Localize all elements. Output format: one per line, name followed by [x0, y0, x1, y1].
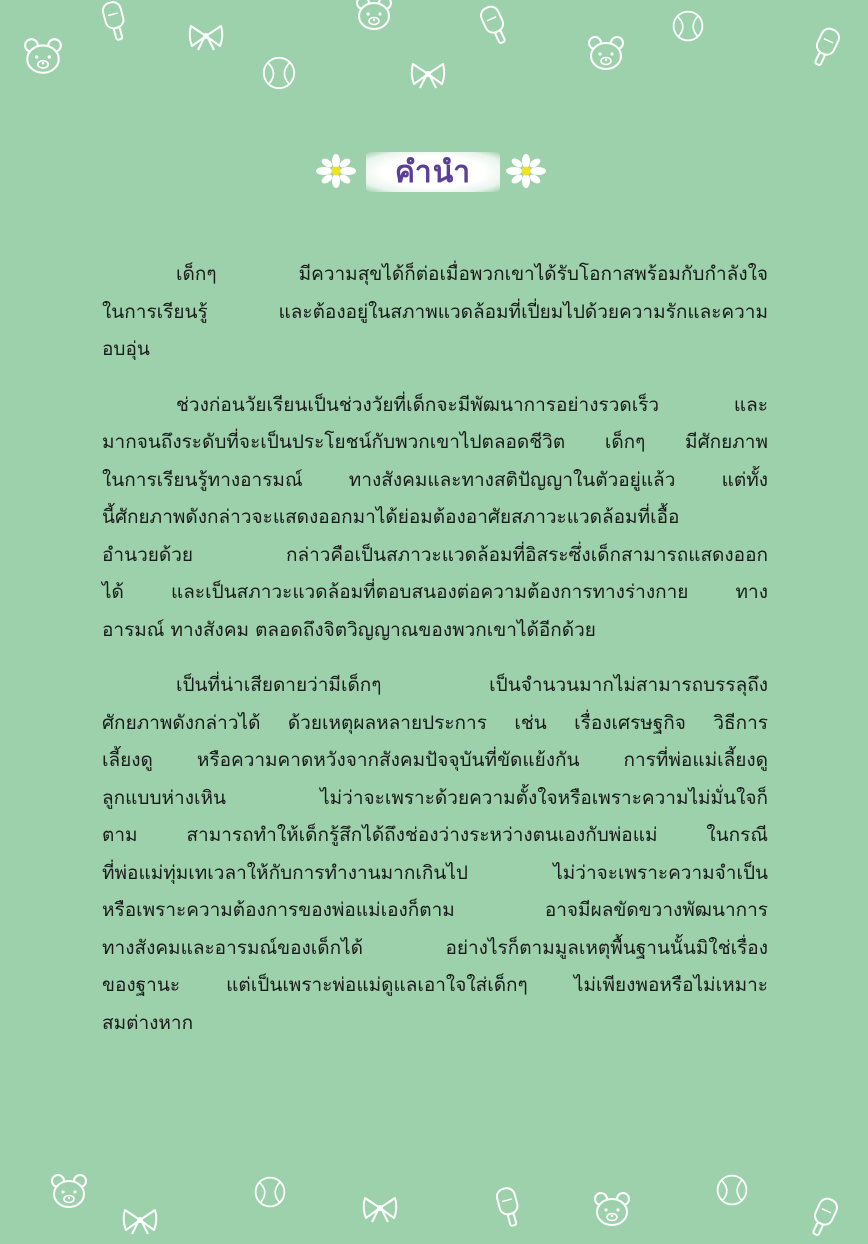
text-line: ลูกแบบห่างเหิน ไม่ว่าจะเพราะด้วยความตั้งใจหรือเพราะความไม่มั่นใจก็	[102, 786, 768, 809]
bow-icon	[360, 1194, 400, 1224]
text-line: ในการเรียนรู้ทางอารมณ์ ทางสังคมและทางสติปัญญาในตัวอยู่แล้ว แต่ทั้ง	[102, 468, 768, 491]
bow-icon	[408, 60, 448, 90]
text-line: ในการเรียนรู้ และต้องอยู่ในสภาพแวดล้อมที่เปี่ยมไปด้วยความรักและความ	[102, 300, 768, 323]
tennis-ball-icon	[714, 1172, 750, 1208]
popsicle-icon	[802, 22, 848, 75]
text-line: สมต่างหาก	[102, 1011, 194, 1034]
paragraph	[102, 256, 768, 369]
text-line: ตาม สามารถทำให้เด็กรู้สึกได้ถึงช่องว่างระหว่างตนเองกับพ่อแม่ ในกรณี	[102, 824, 768, 846]
bow-icon	[186, 22, 226, 52]
text-line: อำนวยด้วย กล่าวคือเป็นสภาวะแวดล้อมที่อิสระซึ่งเด็กสามารถแสดงออก	[102, 543, 768, 566]
paragraph	[102, 387, 768, 650]
title-block	[314, 148, 550, 196]
tennis-ball-icon	[252, 1174, 288, 1210]
daisy-icon	[314, 154, 358, 192]
paragraph	[102, 667, 768, 1042]
popsicle-icon	[489, 1183, 529, 1233]
text-line: ช่วงก่อนวัยเรียนเป็นช่วงวัยที่เด็กจะมีพัฒนาการอย่างรวดเร็ว และ	[176, 393, 768, 416]
page-title: คำนำ	[394, 154, 472, 190]
bear-face-icon	[22, 36, 64, 78]
text-line: หรือเพราะความต้องการของพ่อแม่เองก็ตาม อาจมีผลขัดขวางพัฒนาการ	[102, 899, 768, 921]
text-line: อารมณ์ ทางสังคม ตลอดถึงจิตวิญญาณของพวกเขาได้อีกด้วย	[102, 618, 596, 641]
text-line: เลี้ยงดู หรือความคาดหวังจากสังคมปัจจุบันที่ขัดแย้งกัน การที่พ่อแม่เลี้ยงดู	[102, 749, 768, 771]
bear-face-icon	[590, 1190, 634, 1230]
text-line: อบอุ่น	[102, 338, 150, 360]
text-line: เด็กๆ มีความสุขได้ก็ต่อเมื่อพวกเขาได้รับโอกาสพร้อมกับกำลังใจ	[176, 263, 768, 285]
text-line: ที่พ่อแม่ทุ่มเทเวลาให้กับการทำงานมากเกินไป ไม่ว่าจะเพราะความจำเป็น	[102, 861, 768, 884]
text-line: มากจนถึงระดับที่จะเป็นประโยชน์กับพวกเขาไปตลอดชีวิต เด็กๆ มีศักยภาพ	[102, 431, 768, 453]
popsicle-icon	[95, 0, 135, 47]
tennis-ball-icon	[260, 54, 298, 92]
tennis-ball-icon	[670, 8, 706, 44]
bear-face-icon	[584, 34, 628, 74]
preface-body	[102, 256, 768, 1060]
bow-icon	[120, 1206, 160, 1236]
text-line: เป็นที่น่าเสียดายว่ามีเด็กๆ เป็นจำนวนมากไม่สามารถบรรลุถึง	[176, 674, 768, 696]
text-line: ได้ และเป็นสภาวะแวดล้อมที่ตอบสนองต่อความต้องการทางร่างกาย ทาง	[102, 581, 768, 603]
bear-face-icon	[48, 1172, 90, 1212]
popsicle-icon	[800, 1192, 846, 1244]
text-line: ศักยภาพดังกล่าวได้ ด้วยเหตุผลหลายประการ เช่น เรื่องเศรษฐกิจ วิธีการ	[102, 711, 768, 734]
text-line: ทางสังคมและอารมณ์ของเด็กได้ อย่างไรก็ตามมูลเหตุพื้นฐานนั้นมิใช่เรื่อง	[102, 936, 768, 959]
text-line: ของฐานะ แต่เป็นเพราะพ่อแม่ดูแลเอาใจใส่เด็กๆ ไม่เพียงพอหรือไม่เหมาะ	[102, 974, 768, 996]
text-line: นี้ศักยภาพดังกล่าวจะแสดงออกมาได้ย่อมต้องอาศัยสภาวะแวดล้อมที่เอื้อ	[102, 506, 680, 528]
title-box	[366, 152, 500, 192]
daisy-icon	[504, 154, 548, 192]
popsicle-icon	[472, 0, 518, 52]
bear-face-icon	[352, 0, 396, 34]
